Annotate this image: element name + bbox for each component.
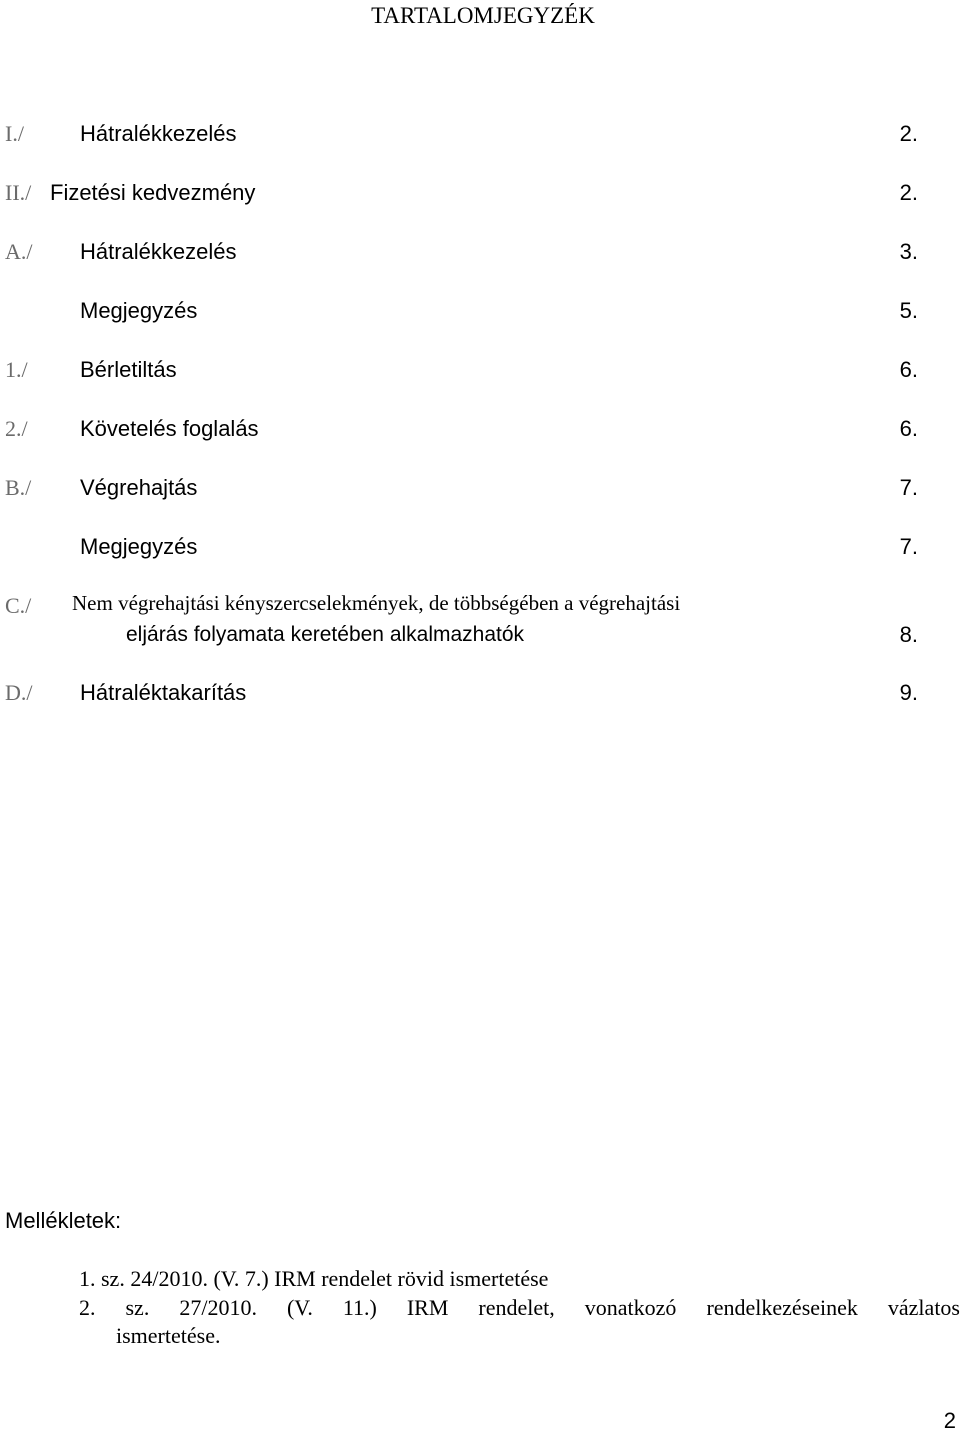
toc-entry-page: 3. [899, 239, 918, 264]
attachment-word: vonatkozó [584, 1295, 677, 1320]
toc-entry-label: Hátraléktakarítás [80, 680, 247, 705]
toc-entry-page: 2. [899, 121, 918, 146]
toc-entry-label: Végrehajtás [80, 475, 198, 500]
toc-entry-label-line2: eljárás folyamata keretében alkalmazhatók [126, 623, 525, 646]
toc-entry-prefix: 2./ [5, 416, 28, 441]
toc-entry-prefix: B./ [5, 475, 32, 500]
toc-entry-page: 2. [899, 180, 918, 205]
toc-entry-page: 6. [899, 357, 918, 382]
toc-entry-label: Megjegyzés [80, 534, 198, 559]
attachment-word: rendelet, [478, 1295, 555, 1320]
toc-entry-page: 6. [899, 416, 918, 441]
toc-entry-label-line1: Nem végrehajtási kényszercselekmények, de többségében a végrehajtási [72, 591, 681, 615]
toc-entry-page: 9. [899, 680, 918, 705]
toc-entry-label: Követelés foglalás [80, 416, 259, 441]
toc-entry-label: Fizetési kedvezmény [50, 180, 256, 205]
attachment-word: 11.) [342, 1295, 377, 1320]
attachment-item-continuation: ismertetése. [116, 1323, 221, 1348]
attachment-word: 27/2010. [179, 1295, 257, 1320]
toc-entry-page: 7. [899, 475, 918, 500]
page-number: 2 [943, 1408, 956, 1433]
attachment-item [79, 1297, 960, 1319]
attachment-word: 2. [79, 1295, 96, 1320]
attachment-item: 1. sz. 24/2010. (V. 7.) IRM rendelet rövid ismertetése [79, 1266, 549, 1291]
attachment-word: vázlatos [887, 1295, 960, 1320]
toc-entry-prefix: A./ [5, 239, 33, 264]
toc-entry-label: Hátralékkezelés [80, 121, 237, 146]
toc-entry-prefix: I./ [5, 121, 24, 146]
toc-entry-prefix: 1./ [5, 357, 28, 382]
attachment-word: (V. [286, 1295, 313, 1320]
page-title: TARTALOMJEGYZÉK [371, 3, 595, 28]
toc-entry-page: 8. [899, 622, 918, 647]
toc-entry-prefix: D./ [5, 680, 33, 705]
toc-entry-page: 7. [899, 534, 918, 559]
attachment-word: rendelkezéseinek [706, 1295, 858, 1320]
attachment-word: sz. [125, 1295, 150, 1320]
toc-entry-page: 5. [899, 298, 918, 323]
toc-entry-label: Hátralékkezelés [80, 239, 237, 264]
attachment-word: IRM [406, 1295, 449, 1320]
toc-entry-prefix: II./ [5, 180, 32, 205]
attachments-heading: Mellékletek: [5, 1208, 122, 1233]
toc-entry-label: Bérletiltás [80, 357, 177, 382]
toc-entry-label: Megjegyzés [80, 298, 198, 323]
toc-entry-prefix: C./ [5, 593, 32, 618]
